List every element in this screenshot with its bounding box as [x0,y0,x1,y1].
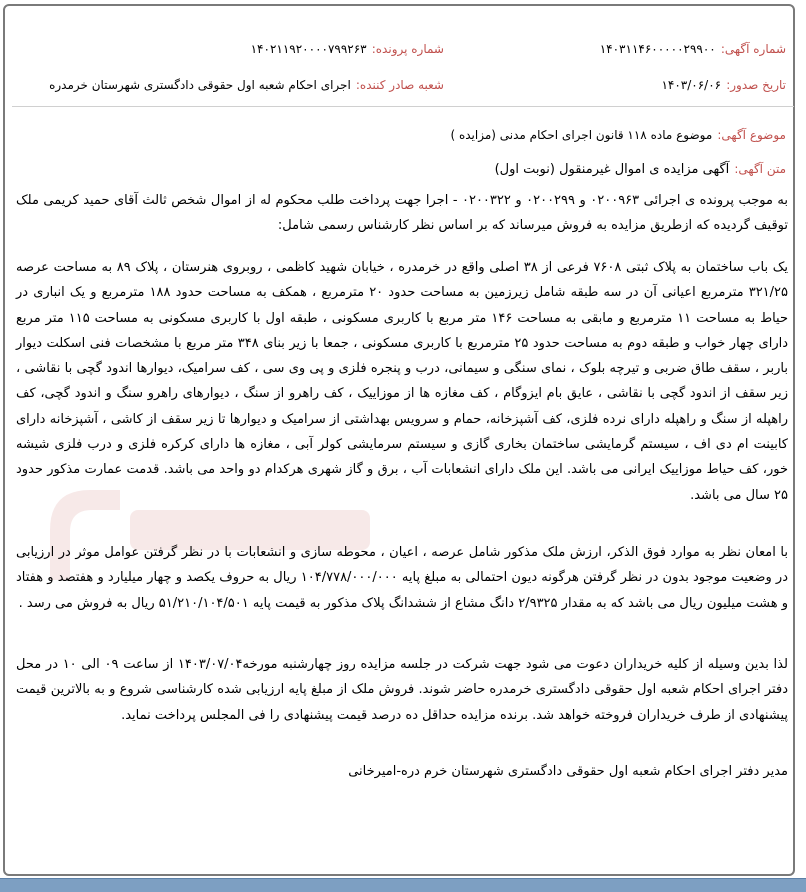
case-number: ۱۴۰۲۱۱۹۲۰۰۰۰۷۹۹۲۶۳ [250,42,367,56]
notice-number: ۱۴۰۳۱۱۴۶۰۰۰۰۰۲۹۹۰۰ [599,42,716,56]
issue-date-label: تاریخ صدور: [726,78,786,92]
issue-date-row [661,74,786,93]
notice-number-row [600,38,786,57]
issuer: اجرای احکام شعبه اول حقوقی دادگستری شهرستان خرمدره [49,78,351,92]
header-divider [12,106,794,107]
issuer-row [49,74,444,93]
paragraph-intro: به موجب پرونده ی اجرائی ۰۲۰۰۹۶۳ و ۰۲۰۰۲۹۹ و ۰۲۰۰۳۲۲ - اجرا جهت پرداخت طلب محکوم له از اموال شخص ثالث آقای حمید کریمی ملک توقیف گردیده که ازطریق مزایده به فروش میرساند که بر اساس نظر کارشناس رسمی شامل: [16,193,789,234]
signature: مدیر دفتر اجرای احکام شعبه اول حقوقی دادگستری شهرستان خرم دره-امیرخانی [348,764,788,779]
bottom-strip [0,878,806,892]
issuer-label: شعبه صادر کننده: [355,78,444,92]
body-title-row [495,158,786,177]
issue-date: ۱۴۰۳/۰۶/۰۶ [661,78,722,92]
paragraph-property-description: یک باب ساختمان به پلاک ثبتی ۷۶۰۸ فرعی از ۳۸ اصلی واقع در خرمدره ، خیابان شهید کاظمی ، روبروی هنرستان ، پلاک ۸۹ به مساحت عرصه ۳۲۱/۲۵ مترمربع اعیانی آن در سه طبقه شامل زیرزمین به مساحت حدود ۲۰ مترمربع ، همکف به مساحت حدود ۱۸۸ مترمربع و یک انباری در حیاط به مساحت ۱۱ مترمربع و مابقی به مساحت ۱۴۶ متر مربع با کاربری مسکونی ، طبقه اول با کاربری مسکونی به مساحت ۱۱۵ متر مربع دارای چهار خواب و طبقه دوم به مساحت حدود ۲۵ مترمربع با کاربری مسکونی ، جمعا با زیر بنای ۳۴۸ متر مربع با مشخصات فنی اسکلت دیوار باربر ، سقف طاق ضربی و تیرچه بلوک ، نمای سنگی و سیمانی، درب و پنجره فلزی و پی وی سی ، کف سرامیک، دیوارها اندود گچی با نقاشی ، زیر سقف از اندود گچی با نقاشی ، عایق بام ایزوگام ، کف مغازه ها از موزاییک ، کف راهرو از سنگ ، دیوارهای راهرو سنگ و اندود گچی، کف راهپله از سنگ و راهپله دارای نرده فلزی، کف آشپزخانه، حمام و سرویس بهداشتی از سرامیک و دیوارها تا زیر سقف از کاشی ، آشپزخانه دارای کابینت ام دی اف ، سیستم گرمایشی ساختمان بخاری گازی و سیستم سرمایشی کولر آبی ، مغازه ها دارای کرکره فلزی و درب فلزی شیشه خور، کف حیاط موزاییک ایرانی می باشد. این ملک دارای انشعابات آب ، برق و گاز شهری هرکدام دو واحد می باشد. قدمت عمارت مذکور حدود ۲۵ سال می باشد. [16,260,789,503]
body-title: آگهی مزایده ی اموال غیرمنقول (نوبت اول) [494,162,730,177]
paragraph-valuation: با امعان نظر به موارد فوق الذکر، ارزش ملک مذکور شامل عرصه ، اعیان ، محوطه سازی و انشعابات با در نظر گرفتن عوامل موثر در ارزیابی در وضعیت موجود بدون در نظر گرفتن هرگونه دیون احتمالی به مبلغ پایه ۱۰۴/۷۷۸/۰۰۰/۰۰۰ ریال به حروف یکصد و چهار میلیارد و هفتصد و هفتاد و هشت میلیون ریال می باشد که به مقدار ۲/۹۳۲۵ دانگ مشاع از ششدانگ پلاک مذکور به قیمت پایه ۵۱/۲۱۰/۱۰۴/۵۰۱ ریال به فروش می رسد . [16,545,788,611]
paragraph-auction-invitation: لذا بدین وسیله از کلیه خریداران دعوت می شود جهت شرکت در جلسه مزایده روز چهارشنبه مورخه۱۴۰۳/۰۷/۰۴ از ساعت ۰۹ الی ۱۰ در محل دفتر اجرای احکام شعبه اول حقوقی دادگستری خرمدره حاضر شوند. فروش ملک از مبلغ پایه ارزیابی شده کارشناسی شروع و به بالاترین قیمت پیشنهادی از طرف خریداران فروخته خواهد شد. برنده مزایده حداقل ده درصد قیمت پیشنهادی را فی المجلس پرداخت نماید. [16,657,788,723]
subject-label: موضوع آگهی: [717,128,786,142]
subject-row [450,124,786,143]
case-number-row [251,38,444,57]
case-number-label: شماره پرونده: [371,42,444,56]
notice-number-label: شماره آگهی: [720,42,786,56]
body-title-label: متن آگهی: [734,162,786,176]
subject-value: موضوع ماده ۱۱۸ قانون اجرای احکام مدنی (مزایده ) [450,128,713,142]
